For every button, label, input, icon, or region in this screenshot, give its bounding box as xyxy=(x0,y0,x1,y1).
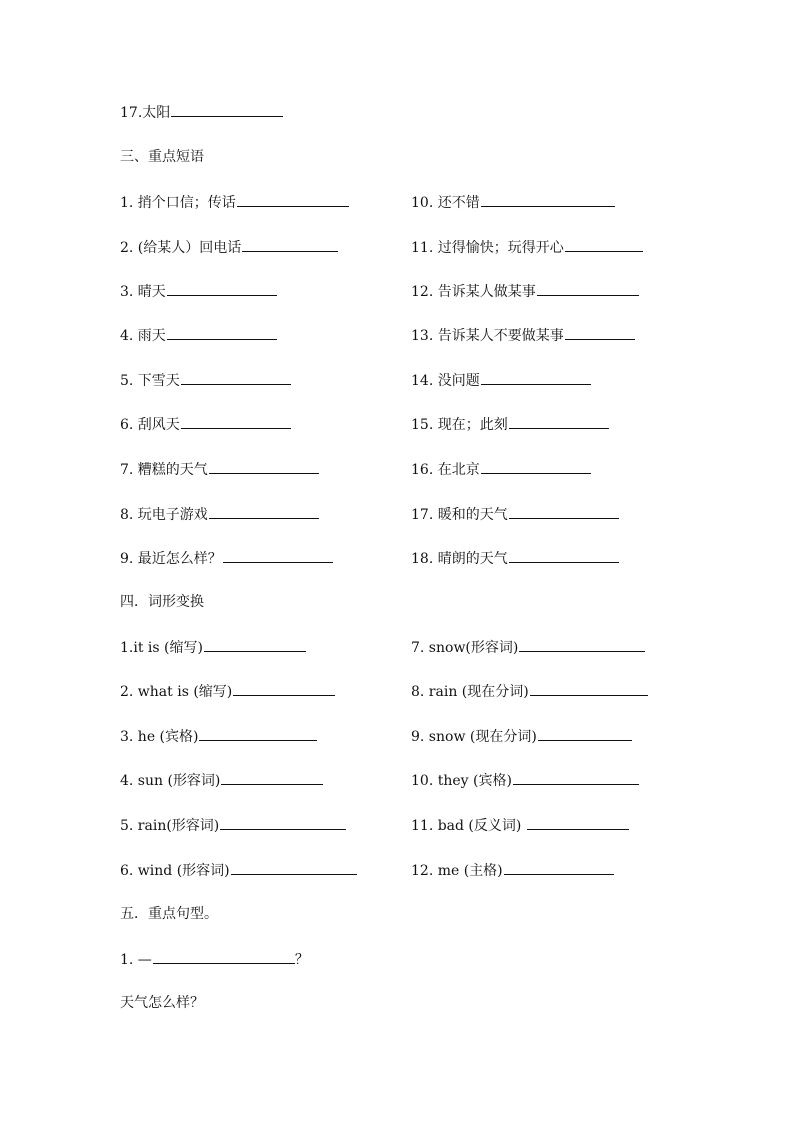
phrase-item-2: 2. (给某人）回电话 xyxy=(120,237,338,258)
phrase-item-9: 9. 最近怎么样？ xyxy=(120,548,333,569)
answer-blank[interactable] xyxy=(513,770,639,785)
answer-blank[interactable] xyxy=(167,325,277,340)
word-form-item-1: 1.it is (缩写) xyxy=(120,637,306,658)
answer-blank[interactable] xyxy=(504,860,614,875)
phrase-item-7: 7. 糟糕的天气 xyxy=(120,459,319,480)
answer-blank[interactable] xyxy=(509,548,619,563)
item-label: 17.太阳 xyxy=(120,105,171,121)
phrase-item-16: 16. 在北京 xyxy=(411,459,591,480)
answer-blank[interactable] xyxy=(242,237,338,252)
word-form-item-12: 12. me (主格) xyxy=(411,860,614,881)
answer-blank[interactable] xyxy=(220,815,346,830)
phrase-item-5: 5. 下雪天 xyxy=(120,370,291,391)
phrase-item-1: 1. 捎个口信；传话 xyxy=(120,192,349,213)
phrase-item-8: 8. 玩电子游戏 xyxy=(120,504,319,525)
word-form-item-10: 10. they (宾格) xyxy=(411,770,639,791)
answer-blank[interactable] xyxy=(231,860,357,875)
phrase-item-12: 12. 告诉某人做某事 xyxy=(411,281,639,302)
answer-blank[interactable] xyxy=(223,548,333,563)
answer-blank[interactable] xyxy=(209,504,319,519)
phrase-item-17: 17. 暖和的天气 xyxy=(411,504,619,525)
word-form-item-2: 2. what is (缩写) xyxy=(120,681,335,702)
phrase-item-10: 10. 还不错 xyxy=(411,192,615,213)
phrase-item-4: 4. 雨天 xyxy=(120,325,277,346)
answer-blank[interactable] xyxy=(204,637,306,652)
answer-blank[interactable] xyxy=(171,102,283,117)
sentence-item-1-translation: 天气怎么样？ xyxy=(120,995,204,1011)
answer-blank[interactable] xyxy=(199,726,317,741)
answer-blank[interactable] xyxy=(527,815,629,830)
word-form-item-7: 7. snow(形容词) xyxy=(411,637,645,658)
answer-blank[interactable] xyxy=(181,414,291,429)
word-form-item-9: 9. snow (现在分词) xyxy=(411,726,632,747)
answer-blank[interactable] xyxy=(237,192,349,207)
answer-blank[interactable] xyxy=(153,949,295,964)
word-form-item-11: 11. bad (反义词) xyxy=(411,815,629,836)
word-form-item-3: 3. he (宾格) xyxy=(120,726,317,747)
section-3-title: 三、重点短语 xyxy=(120,149,204,165)
answer-blank[interactable] xyxy=(209,459,319,474)
answer-blank[interactable] xyxy=(530,681,648,696)
answer-blank[interactable] xyxy=(181,370,291,385)
answer-blank[interactable] xyxy=(565,237,643,252)
answer-blank[interactable] xyxy=(481,459,591,474)
word-form-item-4: 4. sun (形容词) xyxy=(120,770,323,791)
phrase-item-13: 13. 告诉某人不要做某事 xyxy=(411,325,635,346)
section-4-title: 四．词形变换 xyxy=(120,594,204,610)
answer-blank[interactable] xyxy=(233,681,335,696)
answer-blank[interactable] xyxy=(167,281,277,296)
section-5-title: 五．重点句型。 xyxy=(120,906,218,922)
answer-blank[interactable] xyxy=(481,370,591,385)
answer-blank[interactable] xyxy=(509,414,609,429)
word-form-item-6: 6. wind (形容词) xyxy=(120,860,357,881)
answer-blank[interactable] xyxy=(538,726,632,741)
vocab-item-17 xyxy=(120,102,283,123)
word-form-item-8: 8. rain (现在分词) xyxy=(411,681,648,702)
phrase-item-3: 3. 晴天 xyxy=(120,281,277,302)
answer-blank[interactable] xyxy=(537,281,639,296)
sentence-item-1: 1. — ？ xyxy=(120,949,309,970)
phrase-item-11: 11. 过得愉快；玩得开心 xyxy=(411,237,643,258)
phrase-item-15: 15. 现在；此刻 xyxy=(411,414,609,435)
answer-blank[interactable] xyxy=(509,504,619,519)
answer-blank[interactable] xyxy=(519,637,645,652)
word-form-item-5: 5. rain(形容词) xyxy=(120,815,346,836)
answer-blank[interactable] xyxy=(221,770,323,785)
answer-blank[interactable] xyxy=(565,325,635,340)
answer-blank[interactable] xyxy=(481,192,615,207)
phrase-item-14: 14. 没问题 xyxy=(411,370,591,391)
phrase-item-6: 6. 刮风天 xyxy=(120,414,291,435)
phrase-item-18: 18. 晴朗的天气 xyxy=(411,548,619,569)
